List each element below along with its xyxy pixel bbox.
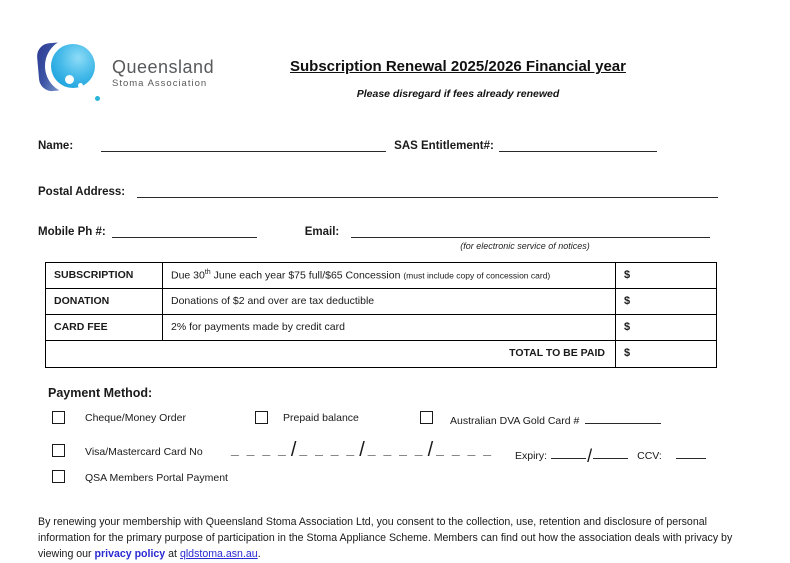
expiry-month-line — [551, 448, 586, 459]
portal-option-label: QSA Members Portal Payment — [85, 472, 228, 484]
fee-desc-note: (must include copy of concession card) — [403, 270, 551, 281]
card-slash: / — [427, 439, 434, 461]
sas-entitlement-field-line — [499, 138, 657, 152]
title-block — [218, 58, 698, 100]
qsa-logo — [38, 38, 214, 108]
cheque-option-label: Cheque/Money Order — [85, 412, 186, 424]
name-field-line — [101, 138, 386, 152]
postal-address-field-line — [137, 184, 718, 198]
fee-desc-text: Due 30 — [171, 269, 205, 282]
fee-desc-superscript: th — [204, 269, 211, 276]
fee-amount-cell: $ — [616, 289, 716, 315]
logo-dot — [95, 96, 100, 101]
page-title: Subscription Renewal 2025/2026 Financial year — [290, 58, 626, 75]
form-header — [38, 38, 755, 116]
disclaimer-text: . — [257, 548, 261, 561]
name-label: Name: — [38, 140, 74, 152]
mobile-email-row — [38, 224, 755, 238]
expiry-slash: / — [587, 446, 593, 466]
privacy-policy-link[interactable]: privacy policy — [94, 548, 166, 561]
dva-option-label — [450, 412, 661, 427]
fee-row-description — [163, 315, 616, 341]
visa-option-label: Visa/Mastercard Card No — [85, 446, 203, 458]
page-subtitle: Please disregard if fees already renewed — [356, 88, 560, 100]
fee-row-label: CARD FEE — [46, 315, 163, 341]
fee-desc-text: Donations of $2 and over are tax deductible — [171, 295, 375, 307]
disclaimer-text: at — [165, 548, 180, 561]
expiry-label: Expiry: — [515, 450, 548, 462]
card-number-blanks — [231, 439, 493, 462]
fee-row-description — [163, 263, 616, 289]
qldstoma-website-link[interactable]: qldstoma.asn.au — [179, 548, 258, 561]
card-slash: / — [359, 439, 365, 461]
sas-entitlement-label: SAS Entitlement#: — [394, 140, 494, 152]
ccv-label: CCV: — [637, 450, 662, 462]
ccv-line — [676, 448, 706, 459]
prepaid-option-label: Prepaid balance — [283, 412, 359, 424]
checkbox-prepaid[interactable] — [255, 411, 268, 424]
fee-row-label: DONATION — [46, 289, 163, 315]
mobile-phone-label: Mobile Ph #: — [38, 226, 106, 238]
logo-dot — [78, 83, 83, 88]
checkbox-qsa-portal[interactable] — [52, 470, 65, 483]
postal-address-row — [38, 184, 755, 198]
fee-amount-cell: $ — [616, 263, 716, 289]
fee-desc-text: 2% for payments made by credit card — [171, 321, 345, 333]
card-digit-group: _ _ _ _ — [367, 441, 425, 457]
email-note: (for electronic service of notices) — [460, 241, 590, 251]
fee-amount-cell: $ — [616, 315, 716, 341]
card-slash: / — [290, 439, 297, 461]
disclaimer-text: By renewing your membership with Queensland Stoma Association Ltd, you consent to the collection, use, retention and disclosure of personal information for the primary purpose of participation in the Stoma Appliance Scheme. Members can find out how the association deals with privacy by viewing our — [38, 516, 733, 561]
payment-method-heading: Payment Method: — [48, 386, 153, 400]
logo-subname: Stoma Association — [112, 77, 208, 89]
card-digit-group: _ _ _ _ — [299, 441, 357, 457]
card-digit-group: _ _ _ _ — [231, 441, 288, 457]
logo-dot — [65, 75, 74, 84]
total-amount-cell: $ — [624, 347, 631, 359]
fee-table — [45, 262, 717, 368]
total-to-be-paid-label: TOTAL TO BE PAID — [46, 341, 616, 367]
expiry-ccv-group — [515, 446, 706, 467]
fee-row-description — [163, 289, 616, 315]
dva-card-number-line — [585, 412, 661, 424]
dva-option-text: Australian DVA Gold Card # — [450, 415, 580, 427]
checkbox-visa-mastercard[interactable] — [52, 444, 65, 457]
postal-address-label: Postal Address: — [38, 186, 126, 198]
checkbox-cheque[interactable] — [52, 411, 65, 424]
card-digit-group: _ _ _ _ — [436, 441, 493, 457]
mobile-phone-field-line — [112, 224, 257, 238]
payment-options — [38, 409, 755, 495]
logo-name: Queensland — [112, 56, 215, 77]
email-label: Email: — [304, 226, 340, 238]
email-field-line — [351, 224, 710, 238]
name-row — [38, 138, 755, 152]
privacy-disclaimer — [38, 514, 760, 562]
checkbox-dva-gold-card[interactable] — [420, 411, 433, 424]
qsa-logo-icon — [38, 38, 104, 108]
logo-text — [112, 58, 214, 89]
fee-row-label: SUBSCRIPTION — [46, 263, 163, 289]
fee-desc-text: June each year $75 full/$65 Concession — [210, 269, 404, 282]
expiry-year-line — [593, 448, 628, 459]
